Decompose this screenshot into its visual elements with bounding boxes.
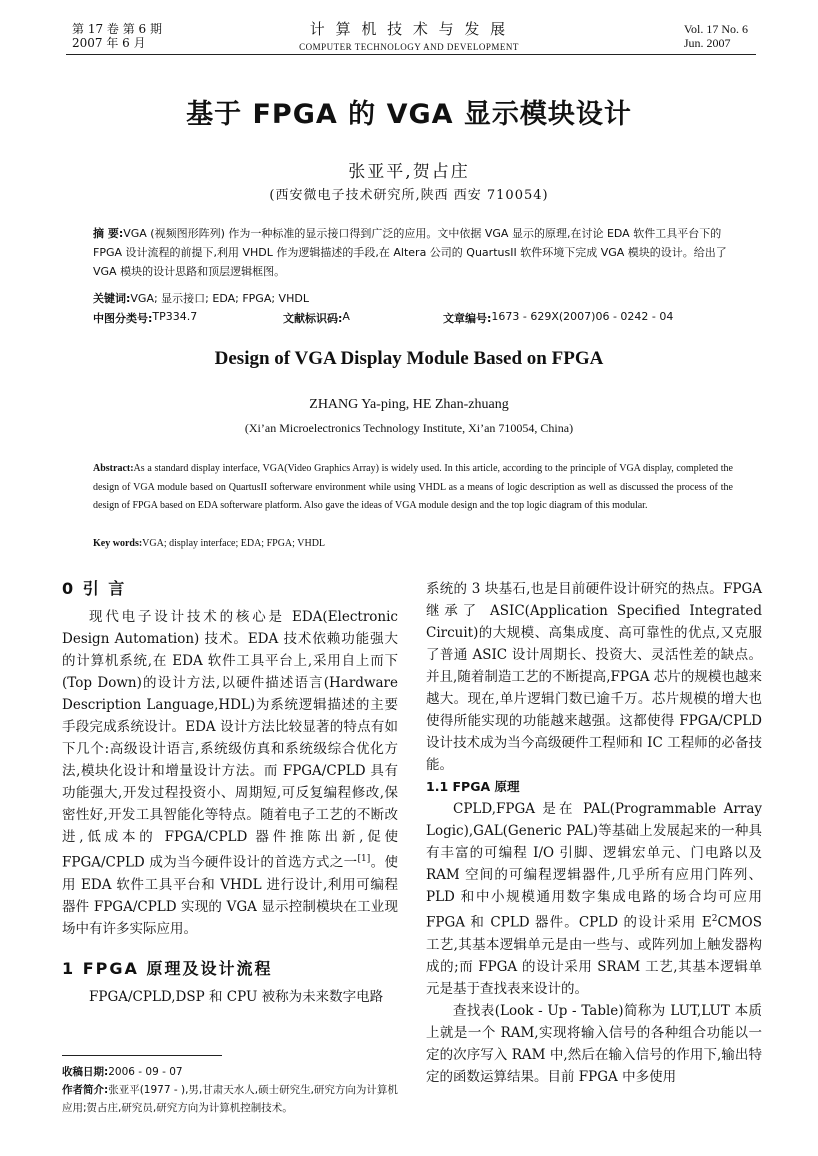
keywords-cn [93,290,733,306]
right-paragraph-2 [426,798,762,1000]
citation-ref: [1] [357,854,371,864]
right-paragraph-1: 系统的 3 块基石,也是目前硬件设计研究的热点。FPGA 继承了 ASIC(Application Specified Integrated Circuit)的大规模、高集成度、高可靠性的优点,又克服了普通 ASIC 设计周期长、投资大、灵活性差的缺点。并且,随着制造工艺的不断提高,FPGA 芯片的规模也越来越大。现在,单片逻辑门数已逾千万。芯片规模的增大也使得所能实现的功能越来越强。这都使得 FPGA/CPLD 设计技术成为当今高级硬件工程师和 IC 工程师的必备技能。 [426,581,762,773]
author-bio-text: 张亚平(1977 - ),男,甘肃天水人,硕士研究生,研究方向为计算机应用;贺占庄,研究员,研究方向为计算机控制技术。 [62,1084,398,1114]
superscript-2: 2 [711,914,718,924]
authors-cn: 张亚平,贺占庄 [348,162,470,182]
affiliation-cn: (西安微电子技术研究所,陕西 西安 710054) [269,188,549,203]
section-1-paragraph: FPGA/CPLD,DSP 和 CPU 被称为未来数字电路 [89,988,384,1005]
author-bio-label: 作者简介: [62,1084,109,1096]
section-0-text-after: 。使用 EDA 软件工具平台和 VHDL 进行设计,利用可编程器件 FPGA/CPLD 实现的 VGA 显示控制模块在工业现场中有许多实际应用。 [62,854,398,937]
right-paragraph-3: 查找表(Look - Up - Table)简称为 LUT,LUT 本质上就是一个 RAM,实现将输入信号的各种组合功能以一定的次序写入 RAM 中,然后在输入信号的作用下,输出特定的函数运算结果。目前 FPGA 中多使用 [426,1002,762,1085]
abstract-cn-text: VGA (视频图形阵列) 作为一种标准的显示接口得到广泛的应用。文中依据 VGA 显示的原理,在讨论 EDA 软件工具平台下的 FPGA 设计流程的前提下,利用 VHDL 作为逻辑描述的手段,在 Altera 公司的 QuartusII 软件环境下完成 VGA 模块的设计。给出了 VGA 模块的设计思路和顶层逻辑框图。 [93,227,727,278]
received-date [62,1063,398,1081]
volume-issue-cn: 第 17 卷 第 6 期 [72,22,162,36]
right-paragraph-2-text: CPLD,FPGA 是在 PAL(Programmable Array Logic),GAL(Generic PAL)等基础上发展起来的一种具有丰富的可编程 I/O 引脚、逻辑宏单元、门电路以及 RAM 空间的可编程逻辑器件,几乎所有应用门阵列、PLD 和中小规模通用数字集成电路的场合均可应用 FPGA 和 CPLD 器件。CPLD 的设计采用 E [426,801,762,931]
keywords-en [93,538,733,549]
section-0-text: 现代电子设计技术的核心是 EDA(Electronic Design Automation) 技术。EDA 技术依赖功能强大的计算机系统,在 EDA 软件工具平台上,采用自上而下(Top Down)的设计方法,以硬件描述语言(Hardware Description Language,HDL)为系统逻辑描述的主要手段完成系统设计。EDA 设计方法比较显著的特点有如下几个:高级设计语言,系统级仿真和系统级综合优化方法,模块化设计和增量设计方法。而 FPGA/CPLD 具有功能强大,开发过程投资小、周期短,可反复编程修改,保密性好,开发工具智能化等特点。随着电子工艺的不断改进,低成本的 FPGA/CPLD 器件推陈出新,促使 FPGA/CPLD 成为当今硬件设计的首选方式之一 [62,609,398,871]
abstract-en-text: As a standard display interface, VGA(Video Graphics Array) is widely used. In this article, according to the principle of VGA display, completed the design of VGA module based on QuartusII softerware environment while using VHDL as a means of logic description as well as discussed the process of the design of FPGA based on EDA softerware platform. Also gave the ideas of VGA module design and the top logic diagram of this modular. [93,463,733,511]
keywords-cn-text: VGA; 显示接口; EDA; FPGA; VHDL [130,292,309,305]
doc-code-label: 文献标识码: [283,312,343,325]
journal-name-cn: 计 算 机 技 术 与 发 展 [309,20,509,38]
abstract-en-label: Abstract: [93,463,134,474]
section-0-heading: 0 引 言 [62,579,127,598]
keywords-en-text: VGA; display interface; EDA; FPGA; VHDL [142,538,326,549]
paper-title-cn: 基于 FPGA 的 VGA 显示模块设计 [186,99,632,130]
footnote-rule [62,1055,222,1056]
article-no-label: 文章编号: [443,312,492,325]
keywords-en-label: Key words: [93,538,143,549]
clc-value: TP334.7 [152,310,198,323]
affiliation-en: (Xi’an Microelectronics Technology Institute, Xi’an 710054, China) [244,421,574,435]
date-cn: 2007 年 6 月 [72,36,146,50]
footnote [62,1063,398,1117]
section-1-heading: 1 FPGA 原理及设计流程 [62,958,273,978]
received-value: 2006 - 09 - 07 [108,1066,183,1078]
doc-code-value: A [342,310,350,323]
received-label: 收稿日期: [62,1066,109,1078]
article-no-value: 1673 - 629X(2007)06 - 0242 - 04 [491,310,674,323]
date-en: Jun. 2007 [683,36,731,50]
section-0-paragraph [62,606,398,940]
abstract-cn-label: 摘 要: [93,227,124,240]
body-left-column [62,578,398,1008]
right-paragraph-2-text-after: CMOS 工艺,其基本逻辑单元是由一些与、或阵列加上触发器构成的;而 FPGA 的设计采用 SRAM 工艺,其基本逻辑单元是基于查找表来设计的。 [426,914,762,997]
subsection-1-1-heading: 1.1 FPGA 原理 [426,779,520,794]
header-rule [66,54,756,55]
header-right [684,22,748,50]
abstract-en [93,460,733,516]
abstract-cn [93,224,733,281]
clc-label: 中图分类号: [93,312,153,325]
journal-name-en: COMPUTER TECHNOLOGY AND DEVELOPMENT [299,42,519,52]
keywords-cn-label: 关键词: [93,292,131,305]
authors-en: ZHANG Ya-ping, HE Zhan-zhuang [309,397,509,412]
volume-issue-en: Vol. 17 No. 6 [683,22,748,36]
paper-title-en: Design of VGA Display Module Based on FPGA [214,348,604,369]
body-right-column [426,578,762,1088]
author-bio [62,1081,398,1117]
